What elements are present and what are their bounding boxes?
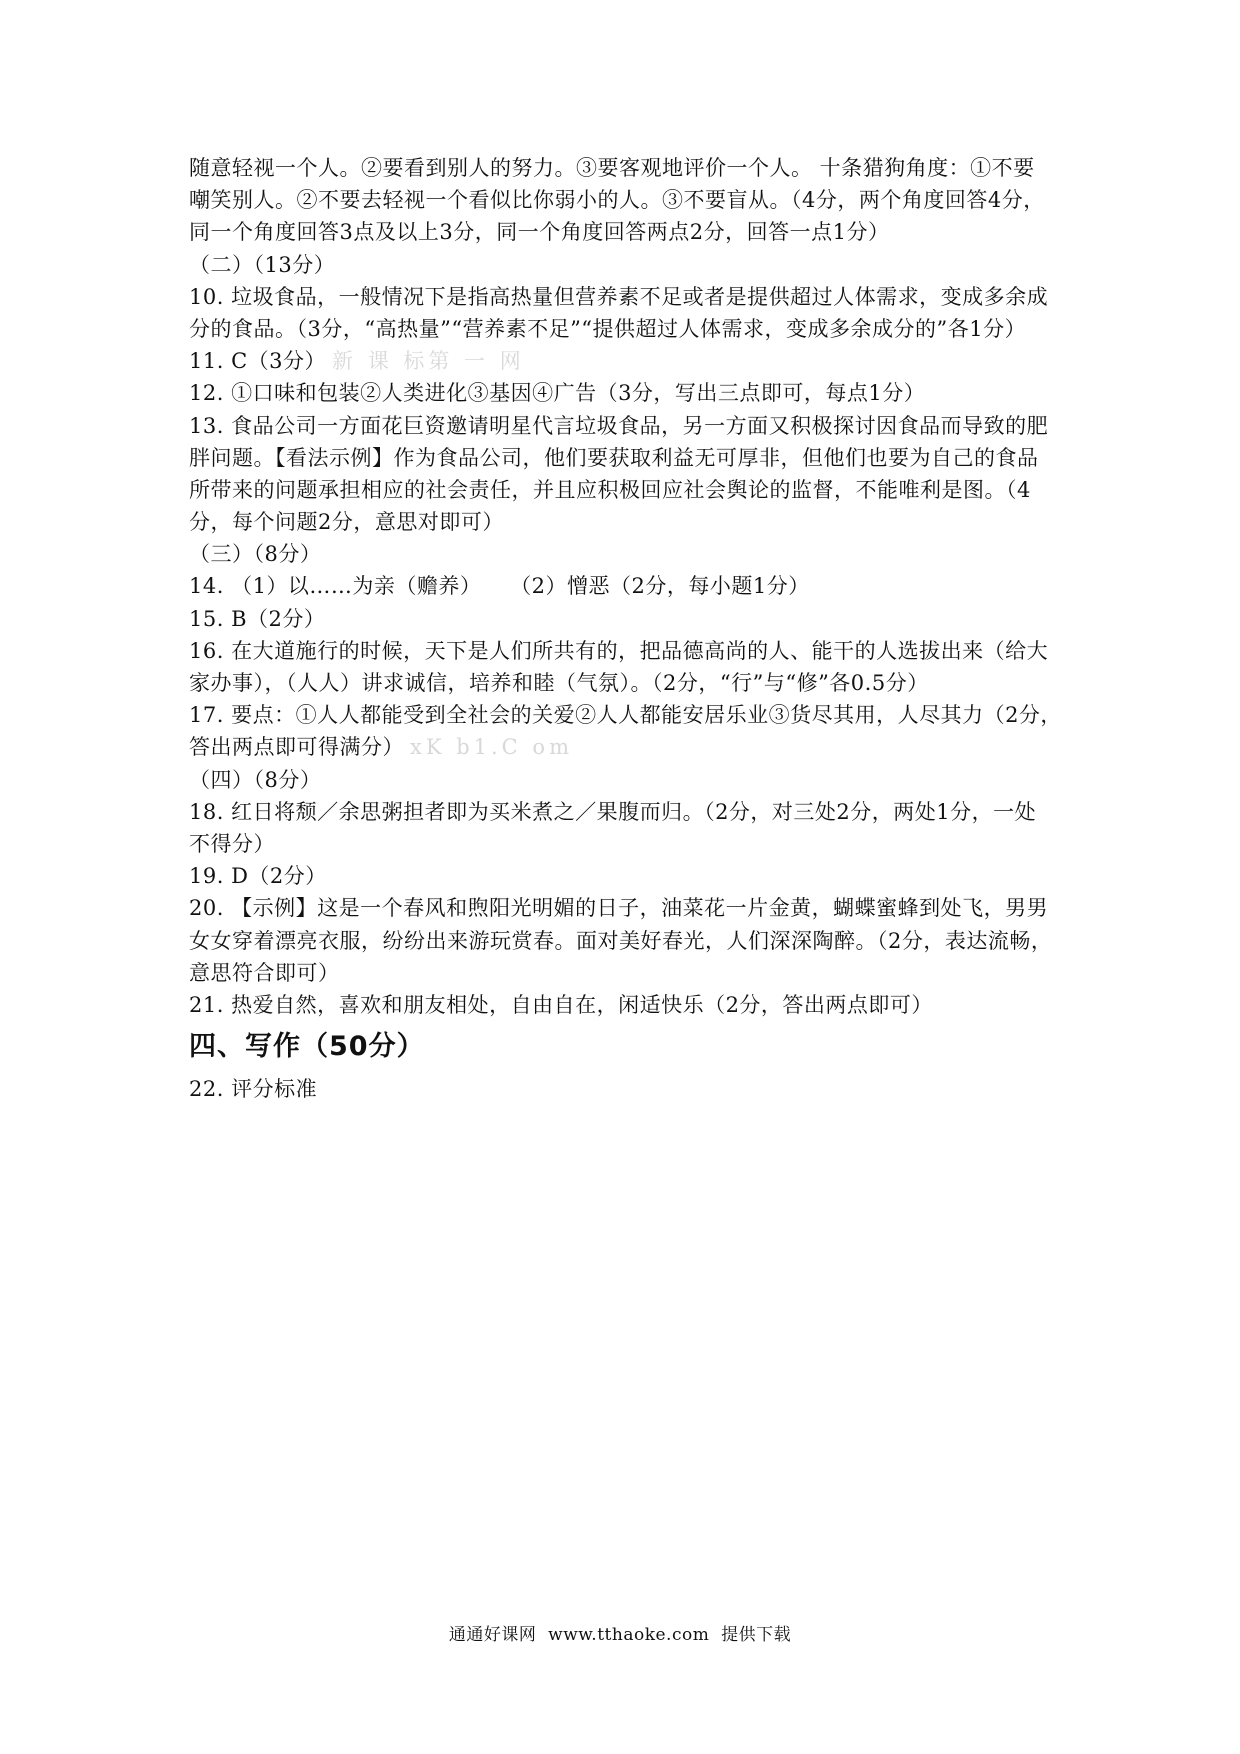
text-line: 12. ①口味和包装②人类进化③基因④广告（3分，写出三点即可，每点1分） xyxy=(189,381,926,406)
text-line: 15. B（2分） xyxy=(189,606,326,631)
text-line: 16. 在大道施行的时候，天下是人们所共有的，把品德高尚的人、能干的人选拔出来（给大 xyxy=(189,638,1049,663)
answer-key-body xyxy=(189,152,1062,1105)
section-heading-writing: 四、写作（50分） xyxy=(189,1031,425,1063)
text-line: 21. 热爱自然，喜欢和朋友相处，自由自在，闲适快乐（2分，答出两点即可） xyxy=(189,992,933,1017)
text-line: 女女穿着漂亮衣服，纷纷出来游玩赏春。面对美好春光，人们深深陶醉。（2分，表达流畅， xyxy=(189,928,1053,953)
text-line: 17. 要点：①人人都能受到全社会的关爱②人人都能安居乐业③货尽其用，人尽其力（2分， xyxy=(189,703,1062,728)
text-line: 嘲笑别人。②不要去轻视一个看似比你弱小的人。③不要盲从。（4分，两个角度回答4分， xyxy=(189,188,1045,213)
text-line: 分的食品。（3分，“高热量”“营养素不足”“提供超过人体需求，变成多余成分的”各1分） xyxy=(189,316,1027,341)
text-line: 随意轻视一个人。②要看到别人的努力。③要客观地评价一个人。 十条猎狗角度：①不要 xyxy=(189,156,1035,180)
answer-line-17-cont xyxy=(189,731,1059,763)
text-line: 胖问题。【看法示例】作为食品公司，他们要获取利益无可厚非，但他们也要为自己的食品 xyxy=(189,445,1039,470)
subsection-label: （二）（13分） xyxy=(189,252,336,277)
text-line: 13. 食品公司一方面花巨资邀请明星代言垃圾食品，另一方面又积极探讨因食品而导致的肥 xyxy=(189,413,1049,438)
subsection-label: （三）（8分） xyxy=(189,542,322,567)
text-line: 所带来的问题承担相应的社会责任，并且应积极回应社会舆论的监督，不能唯利是图。（4 xyxy=(189,477,1031,502)
text-line: 分，每个问题2分，意思对即可） xyxy=(189,510,504,535)
watermark-text: xK b1.C om xyxy=(410,735,573,760)
answer-17-cont-text: 答出两点即可得满分） xyxy=(189,735,404,760)
watermark-text: 新 课 标第 一 网 xyxy=(332,349,525,374)
text-line: 20. 【示例】这是一个春风和煦阳光明媚的日子，油菜花一片金黄，蝴蝶蜜蜂到处飞，男男 xyxy=(189,896,1049,921)
text-line: 10. 垃圾食品，一般情况下是指高热量但营养素不足或者是提供超过人体需求，变成多余成 xyxy=(189,284,1049,309)
question-22-label: 22. 评分标准 xyxy=(189,1077,318,1102)
text-line: 14. （1）以……为亲（赡养） （2）憎恶（2分，每小题1分） xyxy=(189,574,810,599)
text-line: 18. 红日将颓／余思粥担者即为买米煮之／果腹而归。（2分，对三处2分，两处1分，一处 xyxy=(189,799,1037,824)
text-line: 19. D（2分） xyxy=(189,864,327,889)
subsection-label: （四）（8分） xyxy=(189,767,322,792)
page-footer: 通通好课网 www.tthaoke.com 提供下载 xyxy=(448,1625,792,1645)
text-line: 不得分） xyxy=(189,831,275,856)
text-line: 家办事），（人人）讲求诚信，培养和睦（气氛）。（2分，“行”与“修”各0.5分） xyxy=(189,671,929,695)
answer-11-text: 11. C（3分） xyxy=(189,349,327,374)
text-line: 同一个角度回答3点及以上3分，同一个角度回答两点2分，回答一点1分） xyxy=(189,220,890,245)
text-line: 意思符合即可） xyxy=(189,960,340,985)
answer-line-11 xyxy=(189,345,1059,377)
